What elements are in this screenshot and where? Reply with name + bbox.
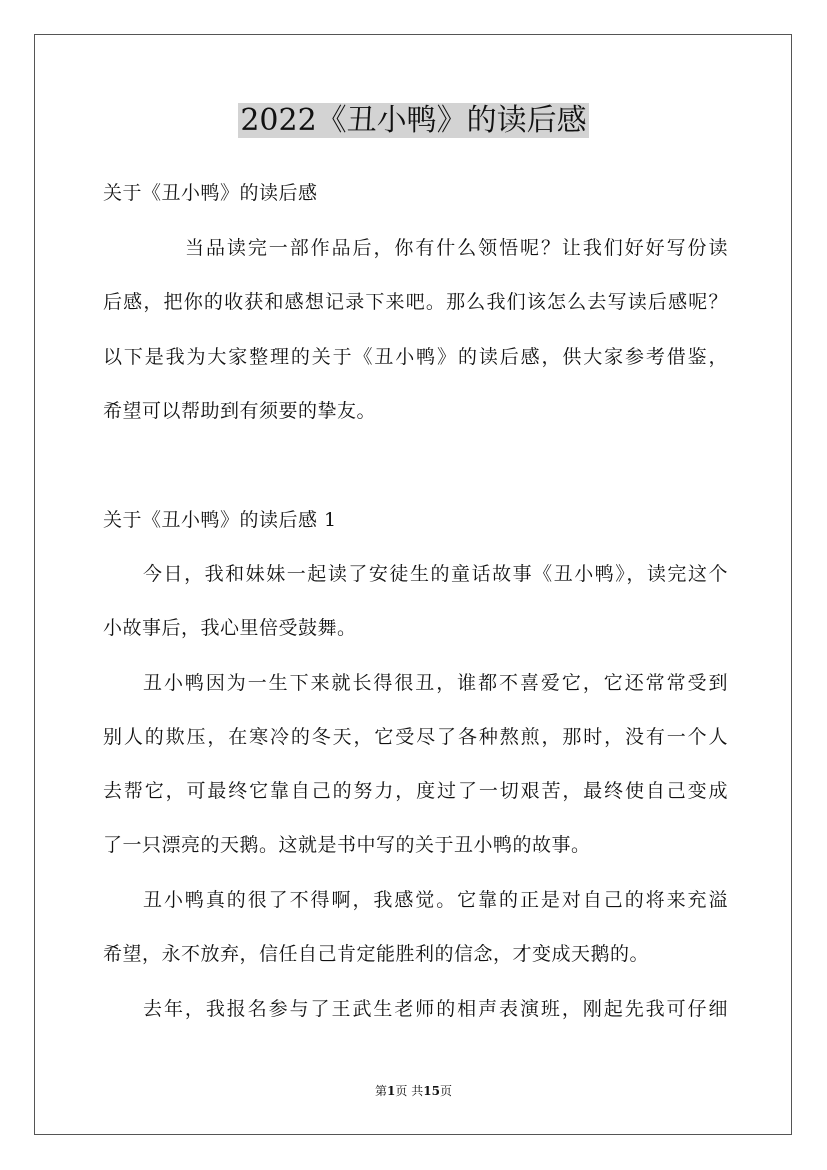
paragraph-line: 小故事后，我心里倍受鼓舞。 — [103, 617, 357, 639]
paragraph-line: 了一只漂亮的天鹅。这就是书中写的关于丑小鸭的故事。 — [103, 834, 591, 856]
footer-page-suffix: 页 — [439, 1084, 452, 1098]
paragraph-line: 希望，永不放弃，信任自己肯定能胜利的信念，才变成天鹅的。 — [103, 943, 650, 965]
footer-page-current: 1 — [387, 1084, 396, 1098]
paragraph-line: 去年，我报名参与了王武生老师的相声表演班，刚起先我可仔细 — [143, 998, 728, 1020]
section-heading: 关于《丑小鸭》的读后感 — [103, 182, 318, 204]
paragraph-line: 当品读完一部作品后，你有什么领悟呢？让我们好好写份读 — [185, 237, 728, 259]
paragraph-line: 今日，我和妹妹一起读了安徒生的童话故事《丑小鸭》，读完这个 — [143, 563, 728, 585]
footer-page-total: 15 — [423, 1084, 440, 1098]
paragraph-line: 丑小鸭真的很了不得啊，我感觉。它靠的正是对自己的将来充溢 — [143, 889, 728, 911]
paragraph-line: 丑小鸭因为一生下来就长得很丑，谁都不喜爱它，它还常常受到 — [143, 672, 728, 694]
footer-page-mid: 页 共 — [395, 1084, 424, 1098]
paragraph-line: 希望可以帮助到有须要的挚友。 — [103, 400, 377, 422]
footer-page-prefix: 第 — [375, 1084, 388, 1098]
paragraph-line: 以下是我为大家整理的关于《丑小鸭》的读后感，供大家参考借鉴， — [103, 346, 728, 368]
document-title-text: 2022《丑小鸭》的读后感 — [240, 103, 587, 138]
page-footer — [0, 1083, 827, 1099]
section-heading: 关于《丑小鸭》的读后感 1 — [103, 509, 337, 531]
paragraph-line: 去帮它，可最终它靠自己的努力，度过了一切艰苦，最终使自己变成 — [103, 780, 728, 802]
paragraph-line: 后感，把你的收获和感想记录下来吧。那么我们该怎么去写读后感呢？ — [103, 291, 728, 313]
document-title — [0, 101, 827, 141]
paragraph-line: 别人的欺压，在寒冷的冬天，它受尽了各种熬煎，那时，没有一个人 — [103, 726, 728, 748]
